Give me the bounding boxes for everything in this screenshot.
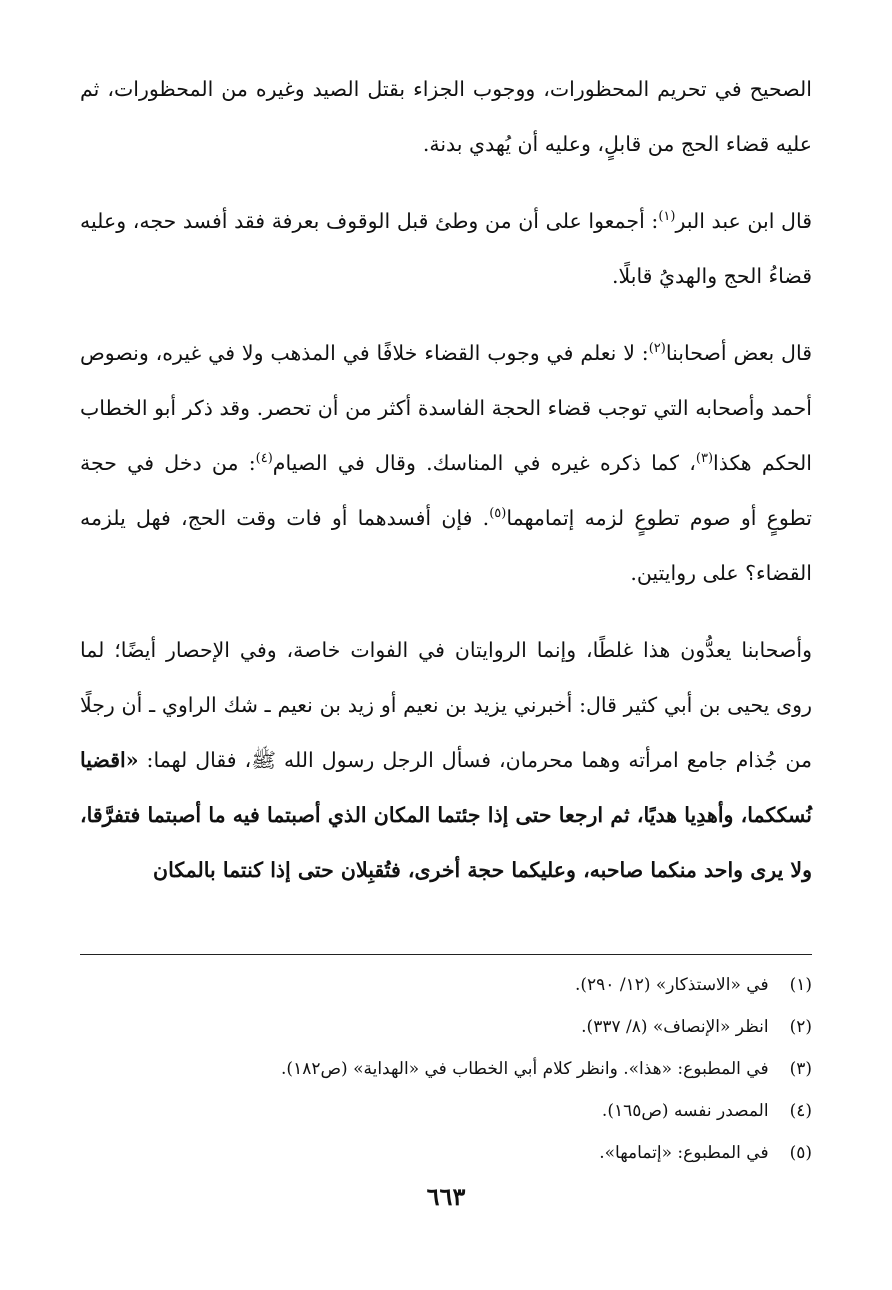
hadith-quote: «اقضيا نُسككما، وأهدِيا هديًا، ثم ارجعا حتى إذا جئتما المكان الذي أصبتما فيه ما أصبتما فتفرَّقا، ولا يرى واحد منكما صاحبه، وعليكما حجة أخرى، فتُقبِلان حتى إذا كنتما بالمكان	[80, 748, 812, 882]
paragraph	[80, 62, 812, 172]
footnote-number: (٢)	[789, 1017, 812, 1037]
footnote-item	[80, 1132, 812, 1174]
footnote-ref: (١)	[658, 209, 676, 225]
footnote-ref: (٣)	[695, 451, 714, 467]
text-run: قال بعض أصحابنا	[665, 341, 813, 365]
text-run: قال ابن عبد البر	[675, 209, 812, 233]
footnote-item	[80, 1090, 812, 1132]
text-run: : من دخل في حجة تطوعٍ أو صوم تطوعٍ لزمه إتمامهما	[80, 451, 812, 530]
text-run: وأصحابنا يعدُّون هذا غلطًا، وإنما الروايتان في الفوات خاصة، وفي الإحصار أيضًا؛ لما روى يحيى بن أبي كثير قال: أخبرني يزيد بن نعيم أو زيد بن نعيم ـ شك الراوي ـ أن رجلًا من جُذام جامع امرأته وهما محرمان، فسأل الرجل رسول الله ﷺ، فقال لهما:	[80, 638, 812, 772]
footnote-ref: (٥)	[489, 506, 507, 522]
text-run: الصحيح في تحريم المحظورات، ووجوب الجزاء بقتل الصيد وغيره من المحظورات، ثم عليه قضاء الحج من قابلٍ، وعليه أن يُهدي بدنة.	[80, 77, 812, 156]
footnotes-list	[80, 964, 812, 1174]
text-run: : أجمعوا على أن من وطئ قبل الوقوف بعرفة فقد أفسد حجه، وعليه قضاءُ الحج والهديُ قابلًا.	[80, 209, 812, 288]
footnote-item	[80, 964, 812, 1006]
text-run: ، كما ذكره غيره في المناسك. وقال في الصيام	[272, 451, 696, 475]
text-run: . فإن أفسدهما أو فات وقت الحج، فهل يلزمه القضاء؟ على روايتين.	[80, 506, 812, 585]
footnote-number: (٥)	[789, 1143, 812, 1163]
paragraph	[80, 326, 812, 601]
footnote-text: المصدر نفسه (ص١٦٥).	[601, 1101, 769, 1121]
footnote-divider	[80, 954, 812, 955]
main-text	[80, 62, 812, 920]
page-number: ٦٦٣	[426, 1182, 466, 1211]
text-run: : لا نعلم في وجوب القضاء خلافًا في المذهب ولا في غيره، ونصوص أحمد وأصحابه التي توجب قضاء الحجة الفاسدة أكثر من أن تحصر. وقد ذكر أبو الخطاب الحكم هكذا	[80, 341, 813, 475]
paragraph	[80, 194, 812, 304]
footnote-text: في المطبوع: «إتمامها».	[599, 1143, 769, 1163]
footnote-ref: (٢)	[648, 341, 666, 357]
paragraph	[80, 623, 812, 898]
footnote-text: في المطبوع: «هذا». وانظر كلام أبي الخطاب في «الهداية» (ص١٨٢).	[281, 1059, 769, 1079]
footnote-text: في «الاستذكار» (١٢/ ٢٩٠).	[574, 975, 769, 995]
footnote-number: (٣)	[789, 1059, 812, 1079]
footnote-ref: (٤)	[255, 451, 273, 467]
footnote-number: (١)	[789, 975, 812, 995]
footnote-text: انظر «الإنصاف» (٨/ ٣٣٧).	[581, 1017, 769, 1037]
footnote-item	[80, 1048, 812, 1090]
footnote-number: (٤)	[789, 1101, 812, 1121]
footnote-item	[80, 1006, 812, 1048]
